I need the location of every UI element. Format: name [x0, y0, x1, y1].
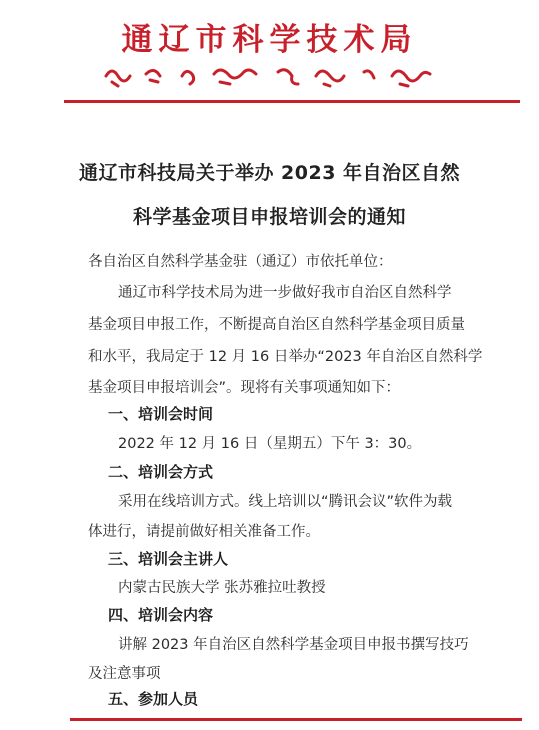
section-heading-participants: 五、参加人员 [108, 690, 199, 708]
section-heading-method: 二、培训会方式 [108, 463, 214, 481]
masthead-divider [64, 100, 520, 103]
intro-line: 基金项目申报工作，不断提高自治区自然科学基金项目质量 [88, 317, 465, 333]
intro-line: 和水平，我局定于 12 月 16 日举办“2023 年自治区自然科学 [88, 349, 483, 365]
section-content-text: 及注意事项 [88, 666, 161, 682]
intro-line: 基金项目申报培训会”。现将有关事项通知如下： [88, 380, 401, 396]
section-speaker-text: 内蒙古民族大学 张苏雅拉吐教授 [118, 580, 326, 596]
section-time-text: 2022 年 12 月 16 日（星期五）下午 3：30。 [118, 436, 422, 452]
section-heading-content: 四、培训会内容 [108, 606, 214, 624]
section-content-text: 讲解 2023 年自治区自然科学基金项目申报书撰写技巧 [118, 637, 469, 653]
masthead-agency-name: 通辽市科学技术局 [121, 22, 418, 58]
document-title-line-2: 科学基金项目申报培训会的通知 [132, 206, 406, 228]
section-method-text: 体进行，请提前做好相关准备工作。 [88, 524, 320, 540]
mongolian-script-masthead [102, 62, 442, 88]
page-bottom-divider [70, 718, 522, 721]
section-heading-speaker: 三、培训会主讲人 [108, 550, 229, 568]
section-method-text: 采用在线培训方式。线上培训以“腾讯会议”软件为载 [118, 494, 453, 510]
intro-line: 通辽市科学技术局为进一步做好我市自治区自然科学 [118, 285, 452, 301]
document-title-line-1: 通辽市科技局关于举办 2023 年自治区自然 [78, 162, 461, 184]
salutation: 各自治区自然科学基金驻（通辽）市依托单位： [88, 254, 393, 270]
section-heading-time: 一、培训会时间 [108, 405, 214, 423]
